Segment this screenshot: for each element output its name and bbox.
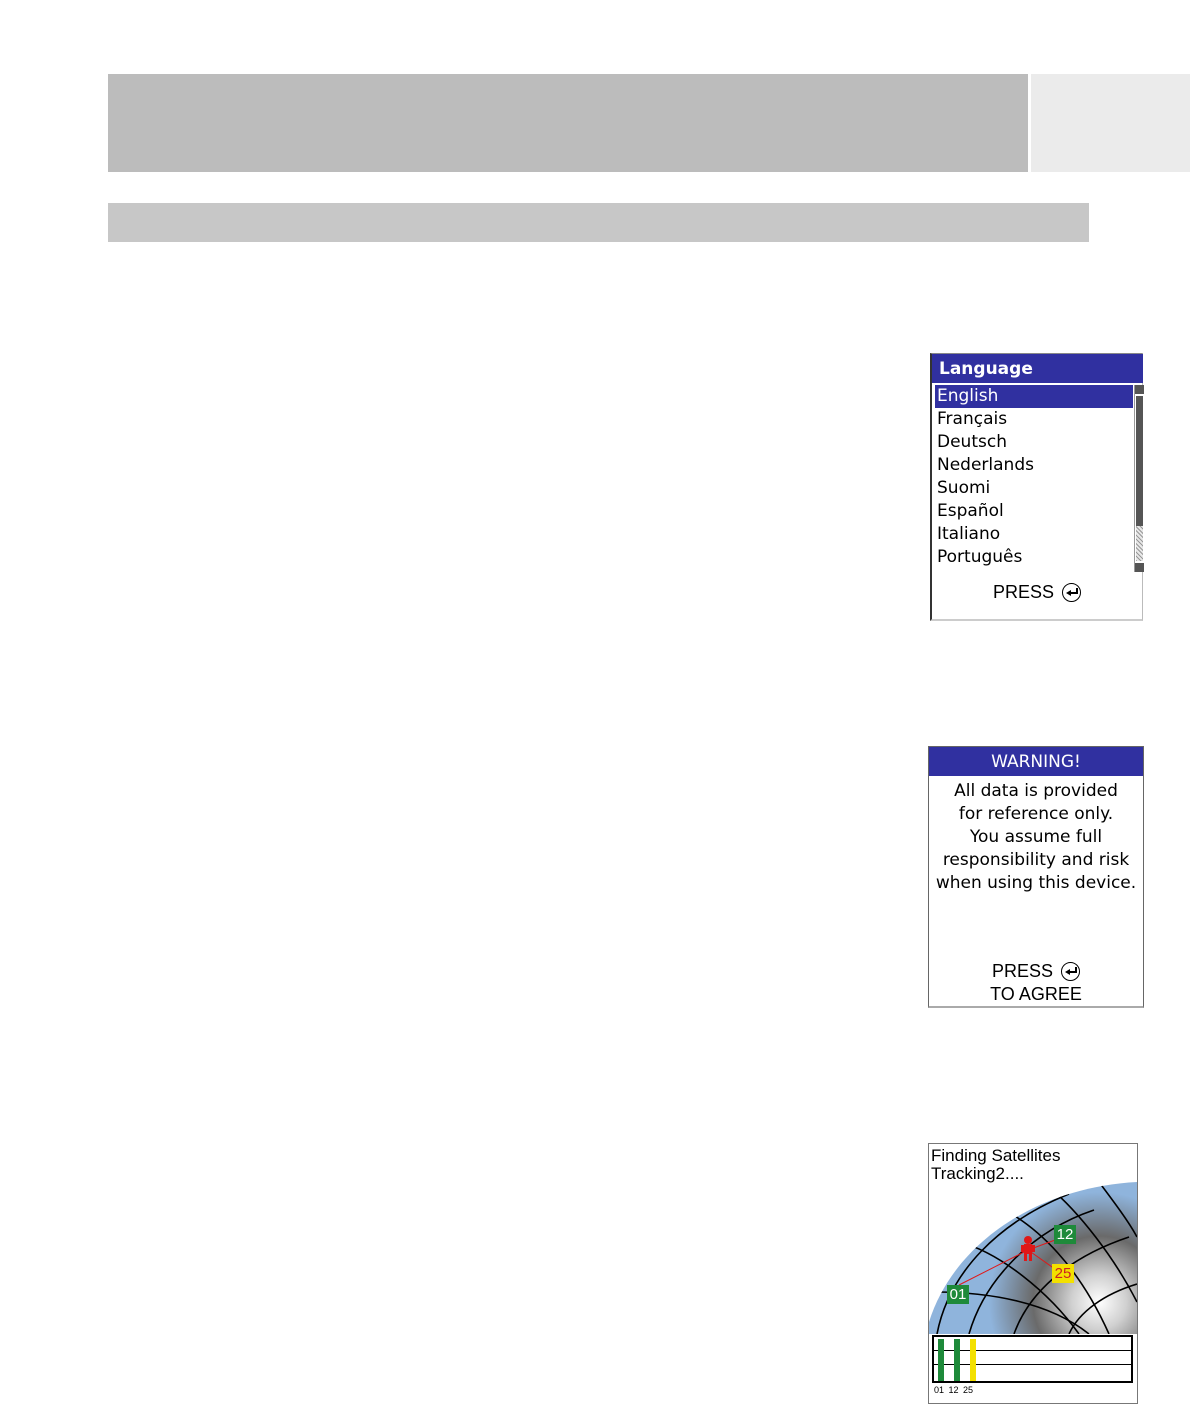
language-item-italiano[interactable]: Italiano [937, 524, 1001, 544]
satellite-screen [928, 1143, 1138, 1404]
language-item-portugues[interactable]: Português [937, 547, 1023, 567]
page-header-tab [1031, 74, 1190, 172]
agree-label: TO AGREE [990, 984, 1082, 1004]
enter-icon [1061, 962, 1080, 981]
warning-line: You assume full [969, 827, 1103, 847]
warning-line: All data is provided [954, 781, 1118, 801]
language-item-english[interactable]: English [935, 385, 1133, 408]
press-label: PRESS [991, 961, 1054, 981]
page-header-bar [108, 74, 1028, 172]
satellite-id-row: 01 12 25 [934, 1385, 974, 1395]
satellite-sky-globe [929, 1182, 1137, 1334]
signal-bar-12 [954, 1339, 960, 1381]
signal-bar-01 [938, 1339, 944, 1381]
satellite-marker-01: 01 [947, 1285, 969, 1304]
signal-bar-25 [970, 1339, 976, 1381]
enter-icon [1062, 583, 1081, 602]
satellite-marker-25: 25 [1052, 1264, 1074, 1283]
scroll-track[interactable] [1136, 526, 1143, 561]
press-label: PRESS [992, 582, 1055, 602]
language-list [935, 385, 1133, 569]
satellite-status-line2: Tracking2.... [931, 1164, 1024, 1183]
warning-line: for reference only. [958, 804, 1114, 824]
scroll-up-icon[interactable] [1135, 385, 1144, 394]
language-screen [930, 353, 1143, 621]
scroll-down-icon[interactable] [1135, 563, 1144, 572]
language-title: Language [932, 354, 1143, 383]
warning-press-prompt [929, 961, 1143, 982]
warning-line: when using this device. [935, 873, 1137, 893]
language-press-prompt [932, 582, 1142, 603]
satellite-marker-12: 12 [1054, 1225, 1076, 1244]
language-item-espanol[interactable]: Español [937, 501, 1004, 521]
satellite-status [931, 1147, 1060, 1183]
scroll-thumb[interactable] [1136, 396, 1143, 526]
section-title-bar [108, 203, 1089, 242]
signal-strength-chart [932, 1335, 1133, 1383]
language-item-deutsch[interactable]: Deutsch [937, 432, 1007, 452]
language-scrollbar[interactable] [1134, 385, 1144, 572]
warning-screen [928, 746, 1144, 1008]
language-item-francais[interactable]: Français [937, 409, 1008, 429]
satellite-status-line1: Finding Satellites [931, 1146, 1061, 1165]
warning-line: responsibility and risk [942, 850, 1130, 870]
language-item-nederlands[interactable]: Nederlands [937, 455, 1034, 475]
warning-title: WARNING! [929, 747, 1143, 776]
warning-message [929, 780, 1143, 895]
language-item-suomi[interactable]: Suomi [937, 478, 991, 498]
